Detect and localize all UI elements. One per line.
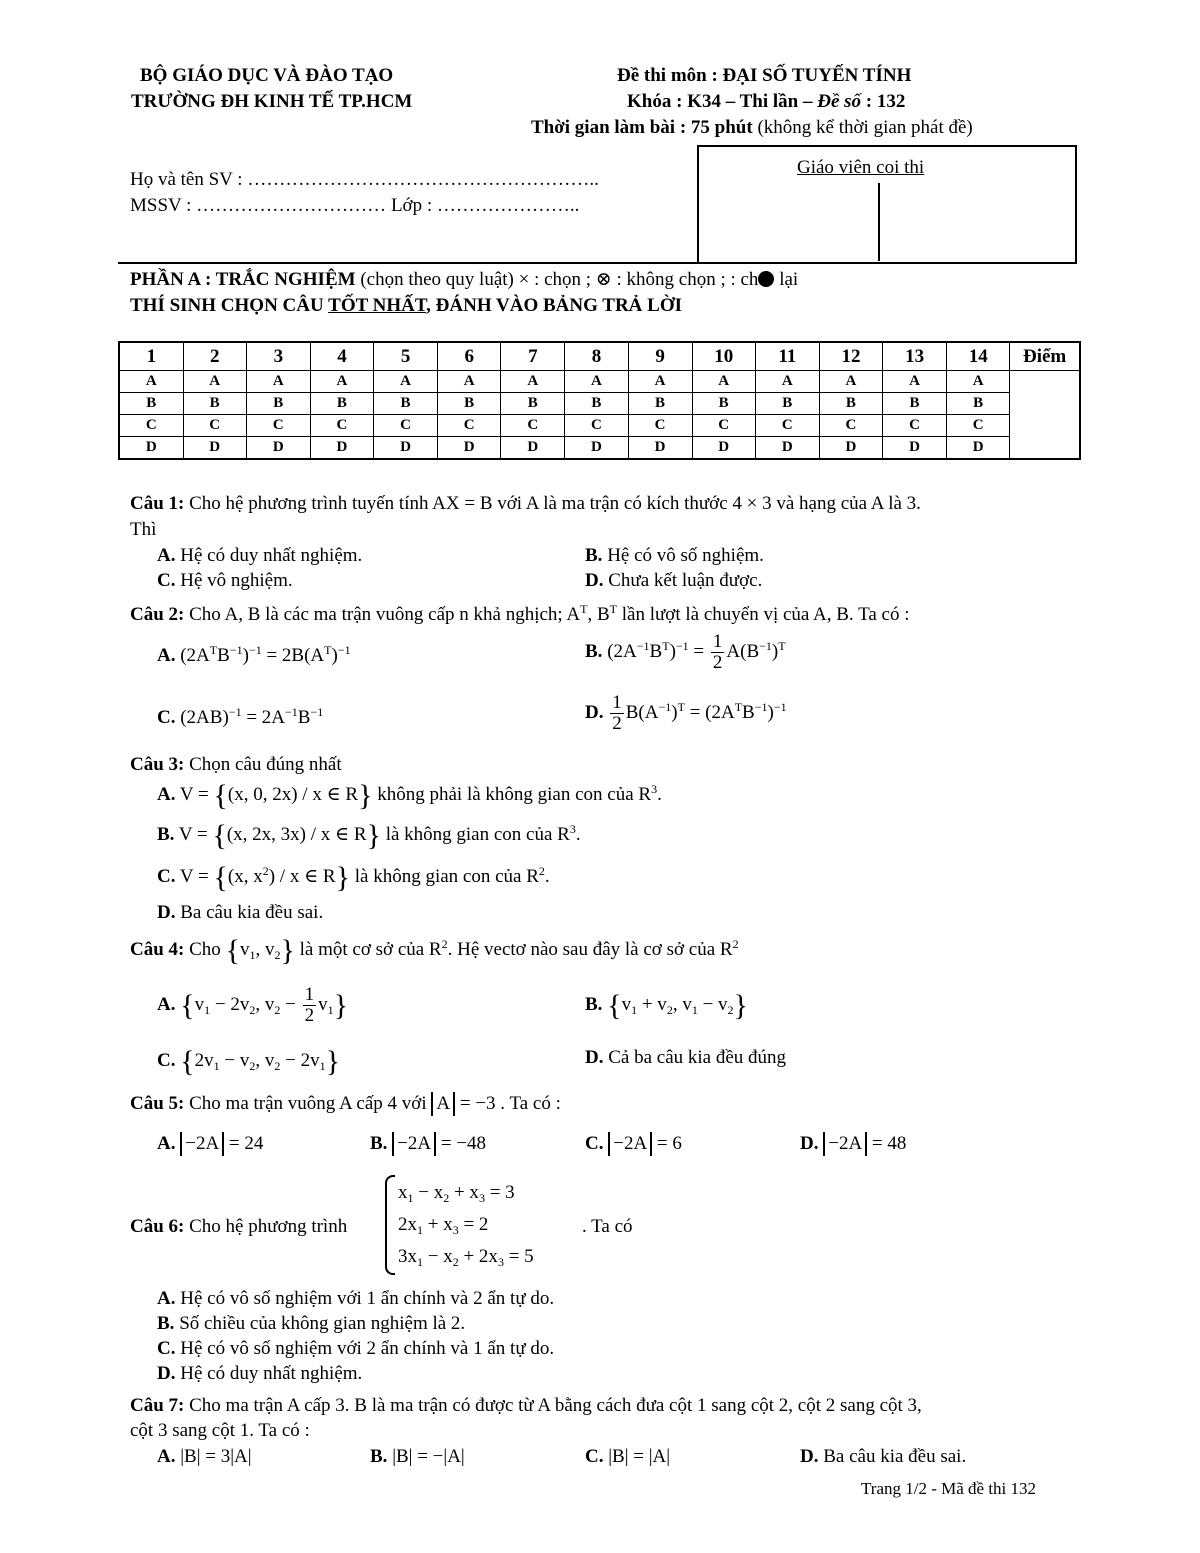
proctor-label: Giáo viên coi thi (797, 157, 925, 178)
answer-cell[interactable]: A (246, 371, 310, 393)
q7-option-b: B. |B| = −|A| (370, 1446, 465, 1467)
q3-option-c: C. V = {(x, $x^2$) / x ∈ R} là không gian con của $R^2$. (157, 861, 550, 894)
page-footer: Trang 1/2 - Mã đề thi 132 (861, 1479, 1037, 1498)
answer-cell[interactable]: C (501, 415, 565, 437)
question-6-end: . Ta có (582, 1216, 633, 1237)
answer-cell[interactable]: B (565, 393, 628, 415)
system-eq-1: $x_1 - x_2 + x_3 = 3$ (398, 1182, 515, 1205)
student-name-line: Họ và tên SV : ……………………………………………….. (130, 169, 599, 190)
answer-cell[interactable]: C (119, 415, 183, 437)
question-5: Câu 5: Cho ma trận vuông A cấp 4 với A = −3 . Ta có : (130, 1093, 561, 1114)
answer-cell[interactable]: A (438, 371, 501, 393)
system-eq-3: $3x_1 - x_2 + 2x_3 = 5$ (398, 1246, 534, 1269)
answer-cell[interactable]: A (565, 371, 628, 393)
answer-cell[interactable]: C (438, 415, 501, 437)
answer-cell[interactable]: A (183, 371, 246, 393)
answer-cell[interactable]: C (692, 415, 755, 437)
column-header: 13 (883, 342, 947, 371)
q2-option-a: A. $(2A^TB^{-1})^{-1} = 2B(A^T)^{-1}$ (157, 643, 351, 666)
option-row-b (119, 393, 1080, 415)
answer-cell[interactable]: C (183, 415, 246, 437)
q6-option-a: A. Hệ có vô số nghiệm với 1 ẩn chính và 2 ẩn tự do. (157, 1288, 555, 1309)
answer-cell[interactable]: C (310, 415, 373, 437)
answer-cell[interactable]: A (755, 371, 819, 393)
option-row-d (119, 437, 1080, 460)
answer-cell[interactable]: A (947, 371, 1010, 393)
fraction-half: $\frac{1}{2}$ (304, 984, 315, 1026)
question-2: Câu 2: Cho A, B là các ma trận vuông cấp n khả nghịch; $A^T$, $B^T$ lần lượt là chuyển vị của A, B. Ta có : (130, 602, 910, 625)
column-header: 5 (374, 342, 438, 371)
student-id-line: MSSV : ………………………… Lớp : ………………….. (130, 195, 580, 216)
answer-cell[interactable]: D (883, 437, 947, 460)
q4-option-d: D. Cả ba câu kia đều đúng (585, 1047, 787, 1068)
column-header: 1 (119, 342, 183, 371)
column-header: 11 (755, 342, 819, 371)
q5-option-b: B. −2A = −48 (370, 1133, 487, 1154)
answer-cell[interactable]: B (947, 393, 1010, 415)
question-1-cont: Thì (130, 519, 157, 540)
column-header: 9 (628, 342, 692, 371)
answer-cell[interactable]: C (628, 415, 692, 437)
q7-option-c: C. |B| = |A| (585, 1446, 671, 1467)
answer-cell[interactable]: B (501, 393, 565, 415)
header-rule (118, 262, 1073, 264)
answer-cell[interactable]: B (374, 393, 438, 415)
answer-cell[interactable]: D (374, 437, 438, 460)
q3-option-a: A. V = {(x, 0, 2x) / x ∈ R} không phải là không gian con của $R^3$. (157, 779, 662, 812)
answer-cell[interactable]: C (819, 415, 882, 437)
answer-cell[interactable]: C (565, 415, 628, 437)
q5-option-a: A. −2A = 24 (157, 1133, 264, 1154)
q3-option-d: D. Ba câu kia đều sai. (157, 902, 324, 923)
answer-cell[interactable]: A (310, 371, 373, 393)
score-header: Điểm (1010, 342, 1080, 371)
q2-option-b: B. $(2A^{-1}B^T)^{-1}$ = $\frac{1}{2}$ $A(B^{-1})^T$ (585, 631, 786, 673)
answer-cell[interactable]: A (692, 371, 755, 393)
answer-cell[interactable]: A (628, 371, 692, 393)
column-header: 2 (183, 342, 246, 371)
question-7-cont: cột 3 sang cột 1. Ta có : (130, 1420, 310, 1441)
answer-cell[interactable]: B (628, 393, 692, 415)
column-header: 8 (565, 342, 628, 371)
proctor-divider (878, 183, 880, 261)
option-row-c (119, 415, 1080, 437)
answer-cell[interactable]: C (374, 415, 438, 437)
answer-cell[interactable]: B (438, 393, 501, 415)
answer-cell[interactable]: B (819, 393, 882, 415)
answer-cell[interactable]: D (755, 437, 819, 460)
q1-option-a: A. Hệ có duy nhất nghiệm. (157, 545, 363, 566)
q7-option-d: D. Ba câu kia đều sai. (800, 1446, 967, 1467)
answer-cell[interactable]: D (692, 437, 755, 460)
answer-cell[interactable]: D (628, 437, 692, 460)
answer-cell[interactable]: A (119, 371, 183, 393)
column-header: 12 (819, 342, 882, 371)
answer-cell[interactable]: D (246, 437, 310, 460)
answer-cell[interactable]: B (692, 393, 755, 415)
score-cell (1010, 371, 1080, 460)
answer-cell[interactable]: C (755, 415, 819, 437)
question-3: Câu 3: Chọn câu đúng nhất (130, 754, 342, 775)
fraction-half: $\frac{1}{2}$ (712, 631, 723, 673)
answer-cell[interactable]: D (183, 437, 246, 460)
answer-cell[interactable]: D (501, 437, 565, 460)
q6-option-c: C. Hệ có vô số nghiệm với 2 ẩn chính và 1 ẩn tự do. (157, 1338, 555, 1359)
q1-option-d: D. Chưa kết luận được. (585, 570, 763, 591)
answer-cell[interactable]: D (947, 437, 1010, 460)
school-name: TRƯỜNG ĐH KINH TẾ TP.HCM (131, 91, 413, 112)
answer-cell[interactable]: D (438, 437, 501, 460)
q4-option-b: B. {$v_1 + v_2$, $v_1 - v_2$} (585, 989, 748, 1022)
answer-cell[interactable]: A (883, 371, 947, 393)
column-header: 3 (246, 342, 310, 371)
q6-option-d: D. Hệ có duy nhất nghiệm. (157, 1363, 363, 1384)
column-header: 10 (692, 342, 755, 371)
question-1: Câu 1: Cho hệ phương trình tuyến tính AX = B với A là ma trận có kích thước 4 × 3 và hạng của A là 3. (130, 493, 921, 514)
exam-code-value: : 132 (861, 91, 906, 112)
q2-option-c: C. $(2AB)^{-1} = 2A^{-1}B^{-1}$ (157, 705, 324, 728)
system-brace (385, 1175, 395, 1275)
answer-cell[interactable]: B (246, 393, 310, 415)
answer-cell[interactable]: D (819, 437, 882, 460)
answer-cell[interactable]: C (947, 415, 1010, 437)
filled-circle-icon (758, 271, 774, 287)
option-row-a (119, 371, 1080, 393)
column-header: 4 (310, 342, 373, 371)
question-6: Câu 6: Cho hệ phương trình (130, 1216, 348, 1237)
answer-cell[interactable]: A (819, 371, 882, 393)
answer-cell[interactable]: D (310, 437, 373, 460)
q4-option-a: A. {$v_1 - 2v_2$, $v_2$ − $\frac{1}{2}$ $v_1$} (157, 984, 348, 1026)
answer-cell[interactable]: A (374, 371, 438, 393)
q1-option-b: B. Hệ có vô số nghiệm. (585, 545, 764, 566)
answer-cell[interactable]: B (183, 393, 246, 415)
column-header: 14 (947, 342, 1010, 371)
system-eq-2: $2x_1 + x_3 = 2$ (398, 1214, 489, 1237)
q2-option-d: D. $\frac{1}{2}$ $B(A^{-1})^T = (2A^TB^{-1})^{-1}$ (585, 692, 787, 734)
part-a-instruction: THÍ SINH CHỌN CÂU TỐT NHẤT, ĐÁNH VÀO BẢNG TRẢ LỜI (130, 295, 682, 316)
answer-cell[interactable]: A (501, 371, 565, 393)
column-header: 7 (501, 342, 565, 371)
q6-option-b: B. Số chiều của không gian nghiệm là 2. (157, 1313, 466, 1334)
answer-cell[interactable]: B (755, 393, 819, 415)
answer-cell[interactable]: B (883, 393, 947, 415)
answer-table (118, 341, 1081, 460)
q5-option-d: D. −2A = 48 (800, 1133, 907, 1154)
q7-option-a: A. |B| = 3|A| (157, 1446, 252, 1467)
answer-cell[interactable]: C (883, 415, 947, 437)
exam-code-label: Đề số (817, 91, 862, 112)
answer-cell[interactable]: B (310, 393, 373, 415)
answer-cell[interactable]: B (119, 393, 183, 415)
ministry-name: BỘ GIÁO DỤC VÀ ĐÀO TẠO (140, 65, 394, 86)
q3-option-b: B. V = {(x, 2x, 3x) / x ∈ R} là không gian con của $R^3$. (157, 819, 581, 852)
q4-option-c: C. {$2v_1 - v_2$, $v_2 - 2v_1$} (157, 1045, 340, 1078)
exam-time: Thời gian làm bài : 75 phút (không kể thời gian phát đề) (531, 117, 973, 138)
q5-option-c: C. −2A = 6 (585, 1133, 682, 1154)
question-7: Câu 7: Cho ma trận A cấp 3. B là ma trận có được từ A bằng cách đưa cột 1 sang cột 2, cột 2 sang cột 3, (130, 1395, 922, 1416)
answer-cell[interactable]: C (246, 415, 310, 437)
answer-cell[interactable]: D (565, 437, 628, 460)
fraction-half: $\frac{1}{2}$ (612, 692, 622, 734)
q1-option-c: C. Hệ vô nghiệm. (157, 570, 293, 591)
part-a-title: PHẦN A : TRẮC NGHIỆM (chọn theo quy luật) × : chọn ; ⊗ : không chọn ; : ch lại (130, 269, 799, 290)
exam-course: Khóa : K34 – Thi lần – Đề số : 132 (627, 91, 906, 112)
answer-header-row (119, 342, 1080, 371)
question-4: Câu 4: Cho {$v_1$, $v_2$} là một cơ sở của $R^2$. Hệ vectơ nào sau đây là cơ sở của $R^2$ (130, 934, 739, 967)
exam-subject: Đề thi môn : ĐẠI SỐ TUYẾN TÍNH (617, 65, 912, 86)
answer-cell[interactable]: D (119, 437, 183, 460)
column-header: 6 (438, 342, 501, 371)
